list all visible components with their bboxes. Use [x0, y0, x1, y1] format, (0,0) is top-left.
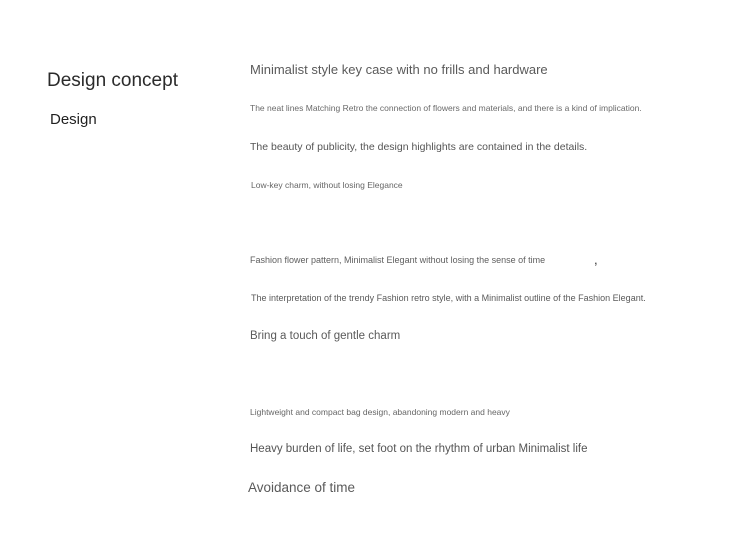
text-line-5-comma: , [594, 252, 598, 267]
text-line-4: Low-key charm, without losing Elegance [251, 180, 403, 190]
text-line-2: The neat lines Matching Retro the connection of flowers and materials, and there is a kind of implication. [250, 103, 642, 113]
text-line-3: The beauty of publicity, the design highlights are contained in the details. [250, 141, 588, 153]
text-line-8: Lightweight and compact bag design, abandoning modern and heavy [250, 407, 510, 417]
text-line-1: Minimalist style key case with no frills and hardware [250, 62, 548, 77]
text-line-9: Heavy burden of life, set foot on the rhythm of urban Minimalist life [250, 443, 588, 455]
text-line-6: The interpretation of the trendy Fashion retro style, with a Minimalist outline of the Fashion Elegant. [251, 293, 646, 303]
text-line-7: Bring a touch of gentle charm [250, 330, 401, 342]
text-line-10: Avoidance of time [248, 480, 356, 495]
text-line-5: Fashion flower pattern, Minimalist Elegant without losing the sense of time [250, 255, 546, 265]
page-title: Design concept [47, 70, 178, 91]
section-subtitle: Design [50, 111, 97, 128]
